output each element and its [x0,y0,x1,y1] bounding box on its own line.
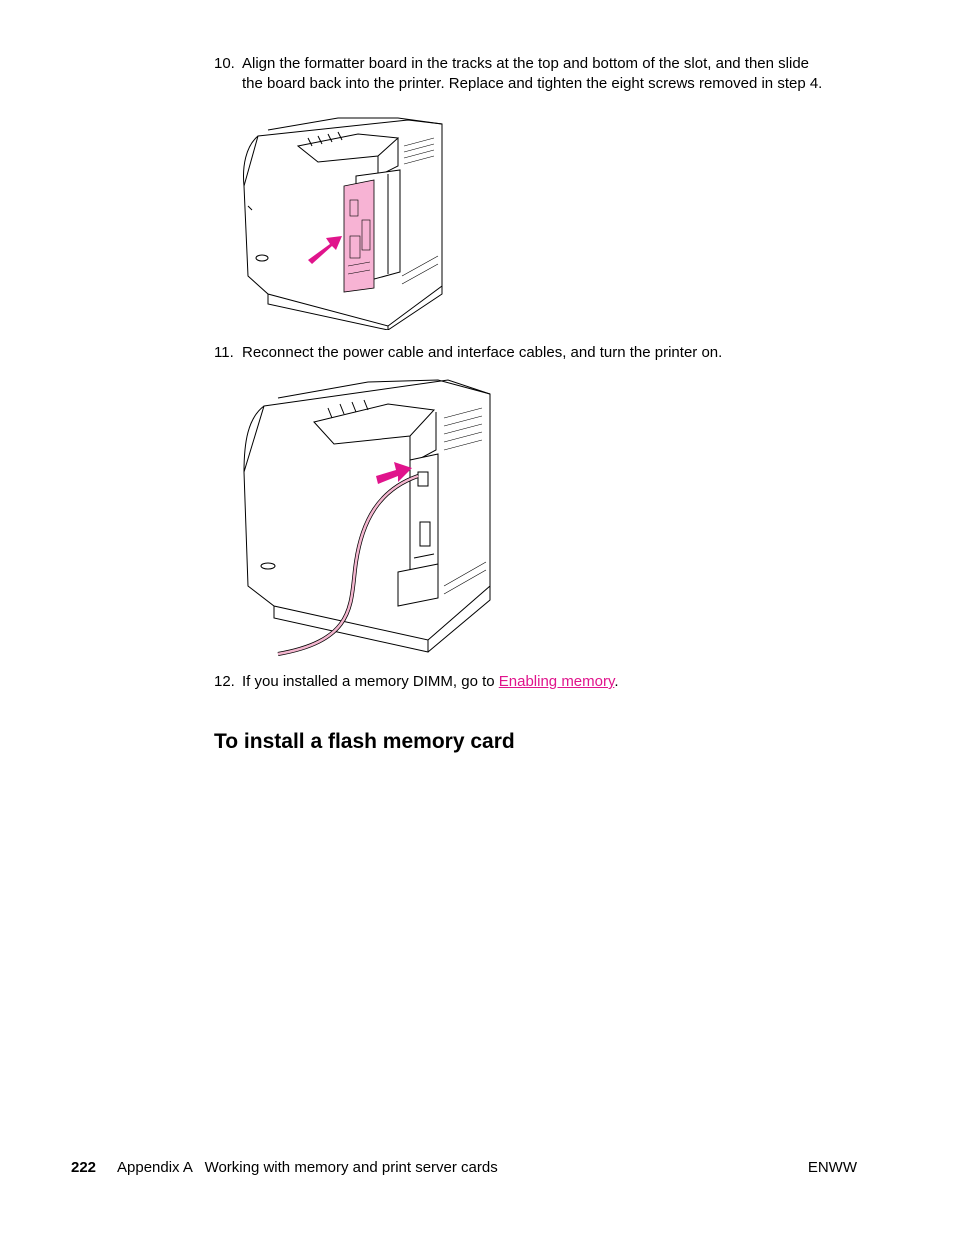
section-heading: To install a flash memory card [214,730,515,753]
step-11 [214,343,894,365]
footer-section-title: Appendix A Working with memory and print server cards [117,1159,498,1176]
step-10 [214,54,894,96]
step-text-line-2: the board back into the printer. Replace and tighten the eight screws removed in step 4. [242,75,823,92]
step-text [242,672,619,692]
page-number: 222 [71,1159,97,1176]
step-number: 12. [214,673,235,690]
step-text-line-1: Align the formatter board in the tracks at the top and bottom of the slot, and then slide [242,55,810,72]
step-text-before-link: If you installed a memory DIMM, go to [242,673,499,690]
printer-formatter-board-illustration [238,116,446,330]
step-text: Reconnect the power cable and interface cables, and turn the printer on. [242,344,723,361]
enabling-memory-link[interactable]: Enabling memory [498,673,615,690]
printer-reconnect-cables-illustration [238,372,494,662]
step-12 [214,672,894,694]
footer-edition: ENWW [807,1159,857,1176]
step-number: 10. [214,55,235,72]
step-text-after-link: . [614,673,619,690]
step-number: 11. [214,344,234,361]
